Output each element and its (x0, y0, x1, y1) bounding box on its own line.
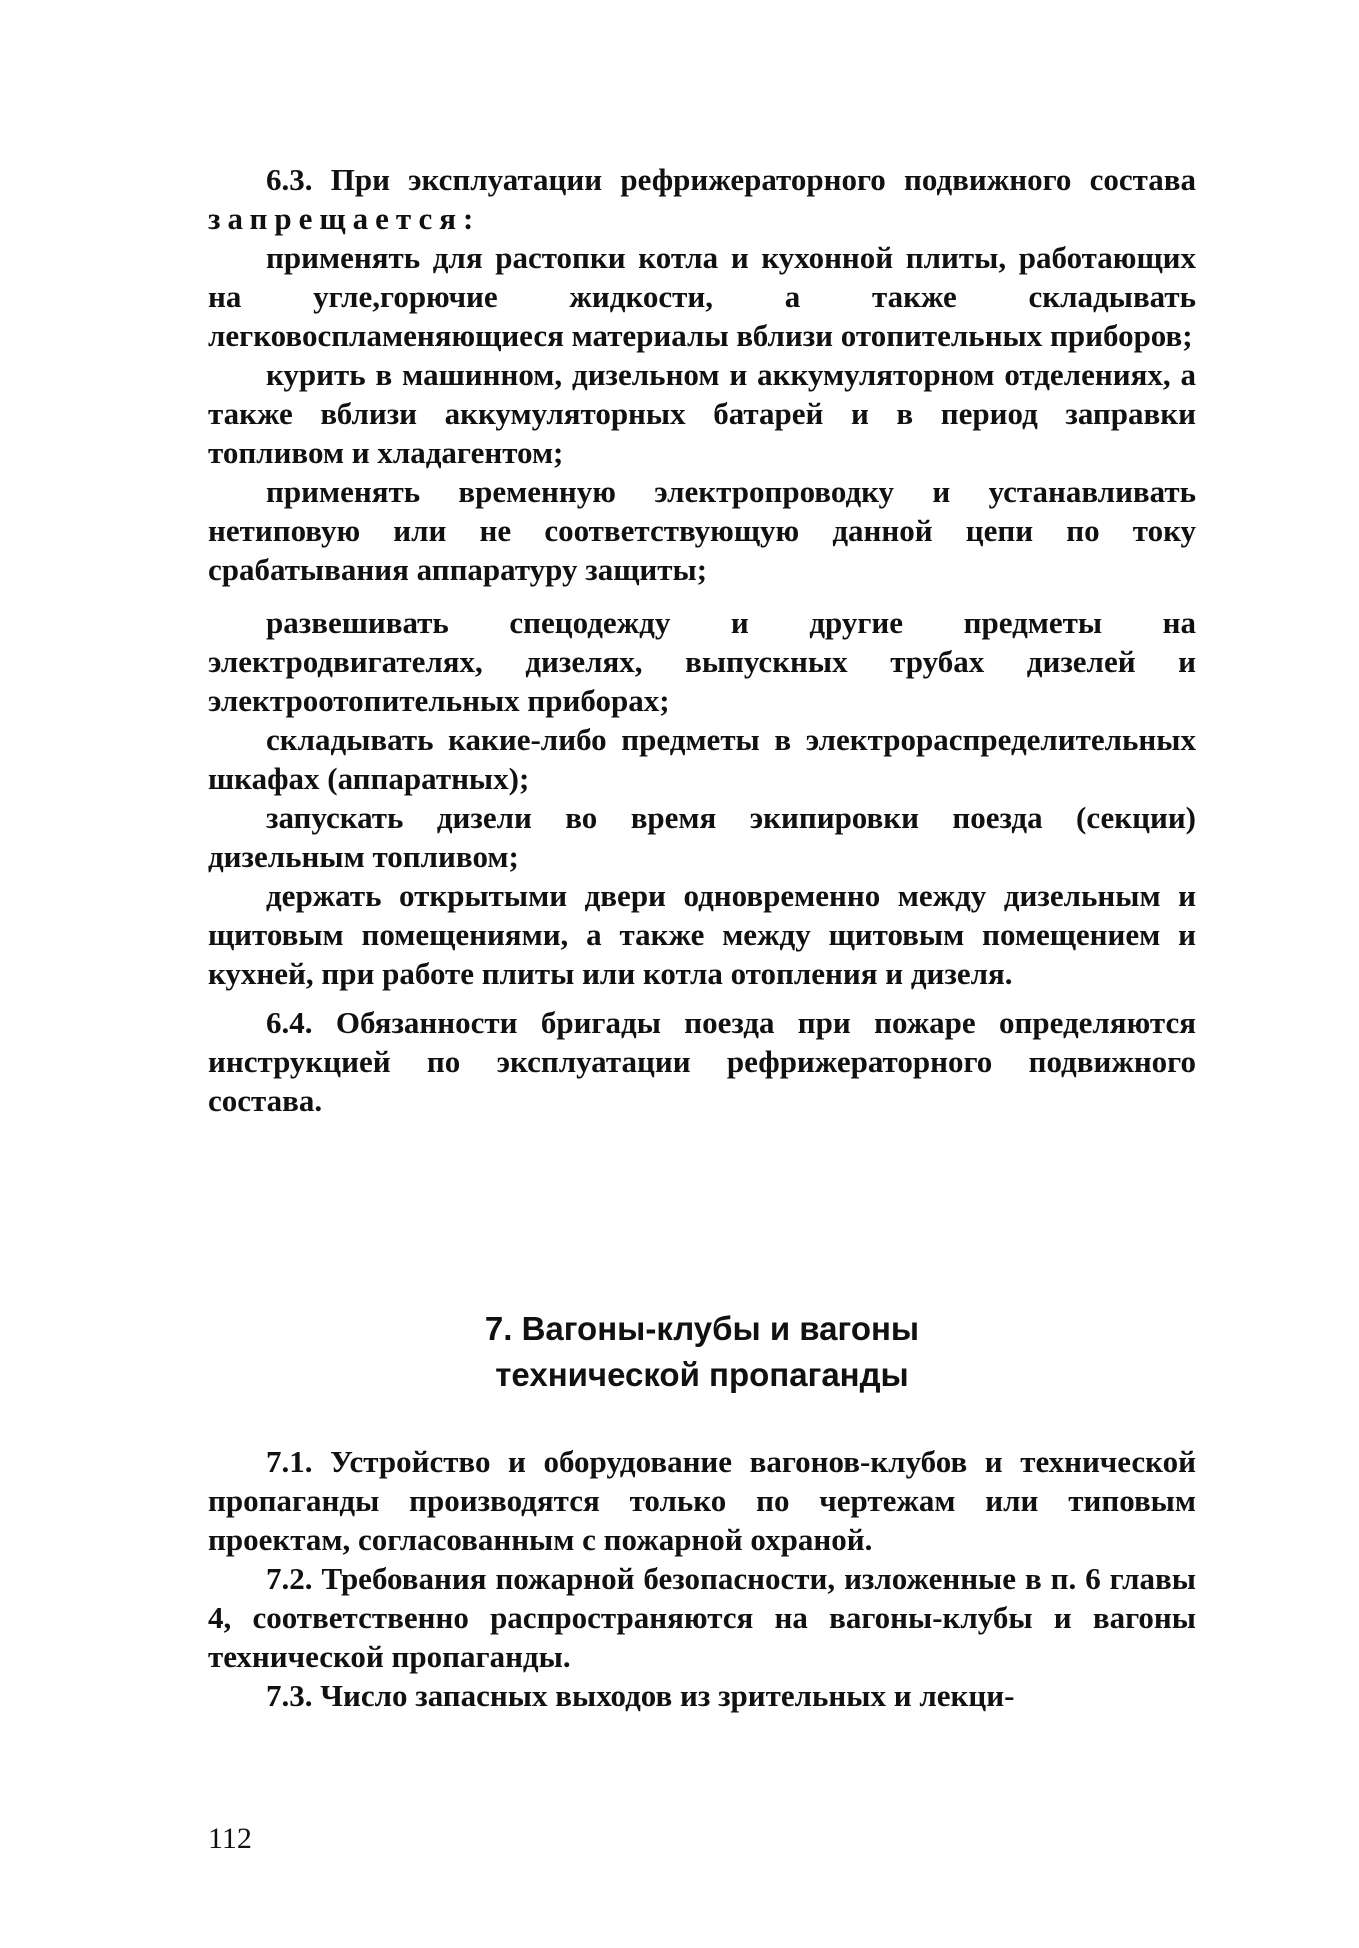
prohibition-item: запускать дизели во время экипировки поезда (секции) дизельным топливом; (208, 800, 1196, 874)
paragraph-7-2: 7.2. Требования пожарной безопасности, изложенные в п. 6 главы 4, соответственно распространяются на вагоны-клубы и вагоны технической пропаганды. (208, 1561, 1196, 1674)
paragraph-6-3-colon: : (462, 201, 474, 236)
prohibition-item: применять временную электропроводку и устанавливать нетиповую или не соответствующую данной цепи по току срабатывания аппаратуру защиты; (208, 474, 1196, 587)
prohibition-item: курить в машинном, дизельном и аккумуляторном отделениях, а также вблизи аккумуляторных батарей и в период заправки топливом и хладагентом; (208, 357, 1196, 470)
section-7-heading (208, 1306, 1196, 1398)
paragraph-6-3-intro: 6.3. При эксплуатации рефрижераторного подвижного состава (266, 162, 1196, 197)
heading-line-1: 7. Вагоны-клубы и вагоны (484, 1310, 920, 1347)
section-6-text (208, 160, 1196, 1120)
section-7-text (208, 1442, 1196, 1715)
prohibition-item: держать открытыми двери одновременно между дизельным и щитовым помещениями, а также между щитовым помещением и кухней, при работе плиты или котла отопления и дизеля. (208, 878, 1196, 991)
page-number: 112 (208, 1822, 252, 1855)
prohibition-item: развешивать спецодежду и другие предметы на электродвигателях, дизелях, выпускных трубах дизелей и электроотопительных приборах; (208, 605, 1196, 718)
paragraph-6-4: 6.4. Обязанности бригады поезда при пожаре определяются инструкцией по эксплуатации рефрижераторного подвижного состава. (208, 1005, 1196, 1118)
prohibition-item: применять для растопки котла и кухонной плиты, работающих на угле,горючие жидкости, а также складывать легковоспламеняющиеся материалы вблизи отопительных приборов; (208, 240, 1196, 353)
prohibition-item: складывать какие-либо предметы в электрораспределительных шкафах (аппаратных); (208, 722, 1196, 796)
heading-line-2: технической пропаганды (495, 1356, 909, 1393)
paragraph-6-3 (208, 160, 1196, 238)
paragraph-7-3: 7.3. Число запасных выходов из зрительных и лекци- (266, 1678, 1015, 1713)
paragraph-6-3-emphasis: запрещается (208, 201, 463, 236)
paragraph-7-1: 7.1. Устройство и оборудование вагонов-клубов и технической пропаганды производятся только по чертежам или типовым проектам, согласованным с пожарной охраной. (208, 1444, 1196, 1557)
